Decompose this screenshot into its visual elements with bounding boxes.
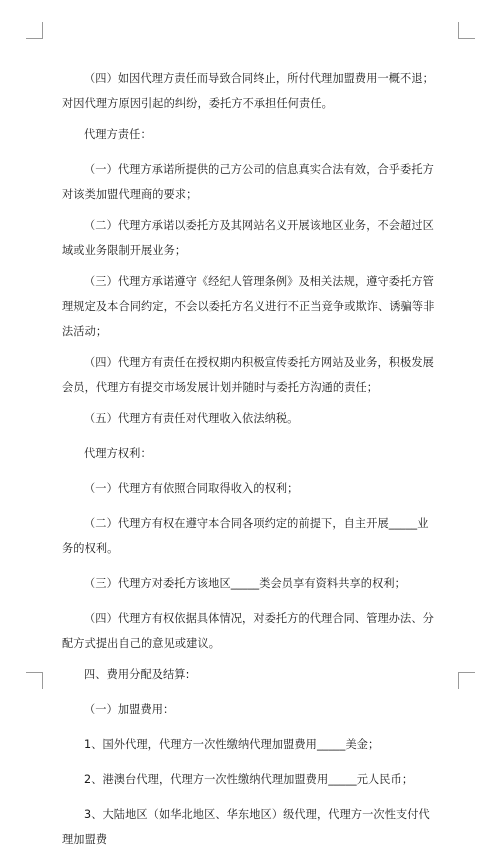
crop-mark-bottom-right [458,672,475,689]
right-1: （一）代理方有依照合同取得收入的权利； [84,482,299,495]
responsibility-5: （五）代理方有责任对代理收入依法纳税。 [84,412,299,425]
responsibility-4: （四）代理方有责任在授权期内积极宣传委托方网站及业务，积极发展会员，代理方有提交市场发展计划并随时与委托方沟通的责任； [62,356,434,394]
right-3: （三）代理方对委托方该地区_____类会员享有资料共享的权利； [84,577,406,590]
heading-franchise-fee: （一）加盟费用： [84,703,175,716]
right-2: （二）代理方有权在遵守本合同各项约定的前提下，自主开展_____业务的权利。 [62,517,429,555]
crop-mark-top-right [458,22,475,39]
fee-hk-macau-taiwan: 2、港澳台代理，代理方一次性缴纳代理加盟费用_____元人民币； [84,773,414,786]
responsibility-2: （二）代理方承诺以委托方及其网站名义开展该地区业务，不会超过区域或业务限制开展业务； [62,219,434,257]
heading-agent-rights: 代理方权利： [84,447,152,460]
heading-fee-settlement: 四、费用分配及结算: [84,668,190,681]
document-body [62,66,438,862]
responsibility-3: （三）代理方承诺遵守《经纪人管理条例》及相关法规，遵守委托方管理规定及本合同约定，不会以委托方名义进行不正当竞争或欺诈、诱骗等非法活动； [62,275,435,338]
crop-mark-bottom-left [26,672,43,689]
clause-termination-liability: （四）如因代理方责任而导致合同终止，所付代理加盟费用一概不退；对因代理方原因引起的纠纷，委托方不承担任何责任。 [62,72,434,110]
fee-mainland-regional: 3、大陆地区（如华北地区、华东地区）级代理，代理方一次性支付代理加盟费 [62,808,430,846]
fee-overseas: 1、国外代理，代理方一次性缴纳代理加盟费用_____美金； [84,738,380,751]
heading-agent-responsibilities: 代理方责任： [84,128,152,141]
crop-mark-top-left [26,22,43,39]
right-4: （四）代理方有权依据具体情况，对委托方的代理合同、管理办法、分配方式提出自己的意见或建议。 [62,612,434,650]
responsibility-1: （一）代理方承诺所提供的己方公司的信息真实合法有效，合乎委托方对该类加盟代理商的要求； [62,163,434,201]
